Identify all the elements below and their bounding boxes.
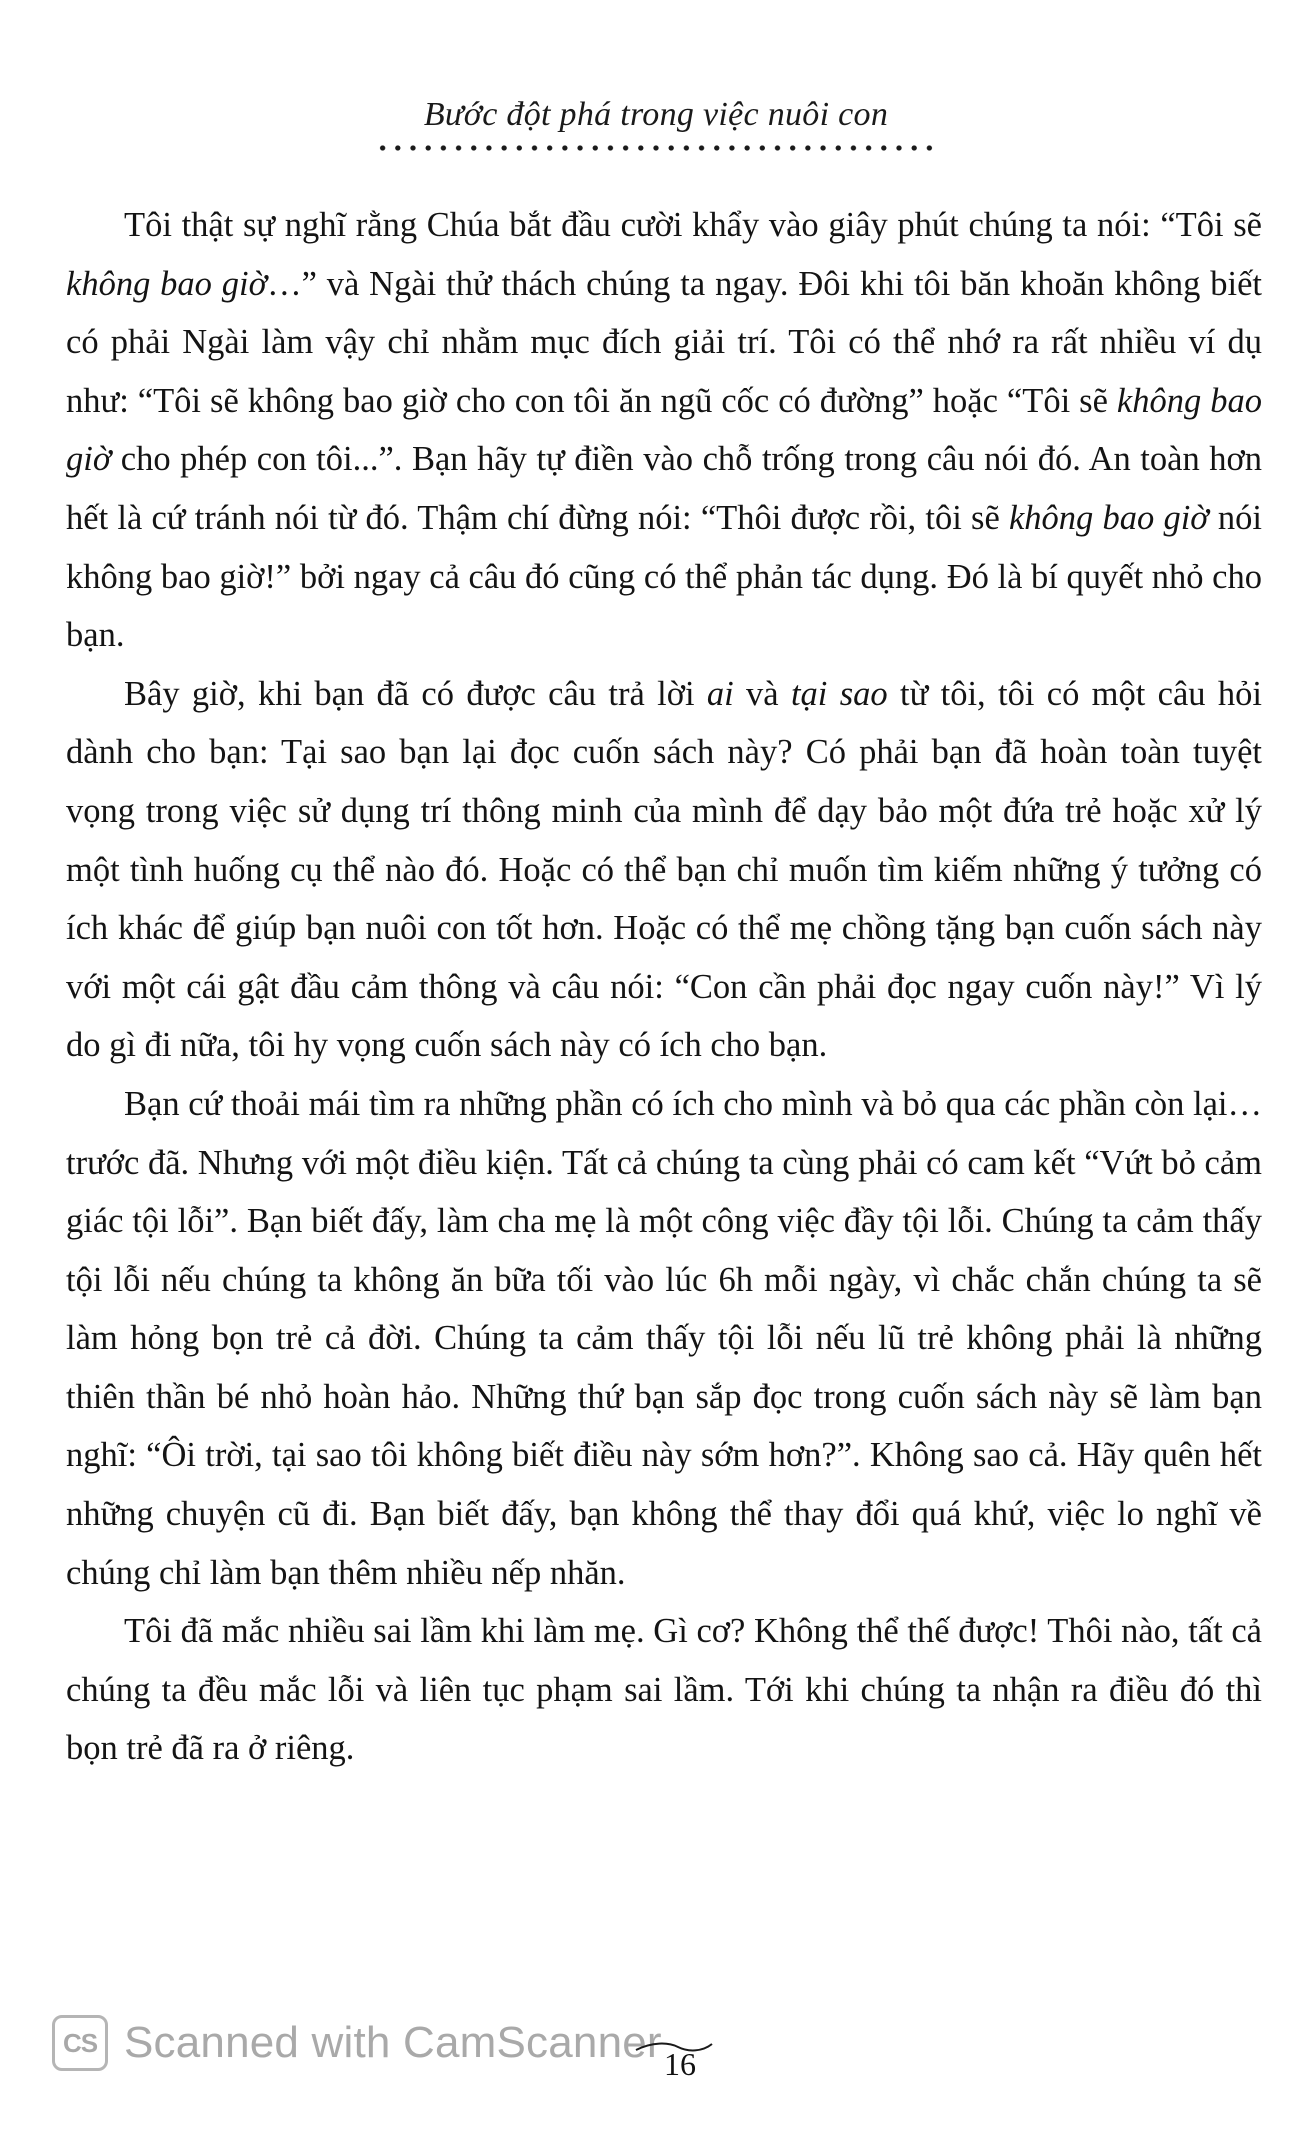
italic-emphasis: ai [706, 674, 734, 713]
running-header [0, 96, 1312, 152]
camscanner-watermark-text: Scanned with CamScanner [124, 2018, 662, 2067]
header-dotted-rule [376, 144, 936, 152]
italic-emphasis: tại sao [790, 674, 888, 713]
text-run: cho phép con tôi...”. Bạn hãy tự điền vào chỗ trống trong câu nói đó. An toàn hơn hết là cứ tránh nói từ đó. Thậm chí đừng nói: “Thôi được rồi, tôi sẽ [66, 440, 1262, 537]
text-run: …” và Ngài thử thách chúng ta ngay. Đôi khi tôi băn khoăn không biết có phải Ngài làm vậy chỉ nhằm mục đích giải trí. Tôi có thể nhớ ra rất nhiều ví dụ như: “Tôi sẽ không bao giờ cho con tôi ăn ngũ cốc có đường” hoặc “Tôi sẽ [66, 264, 1262, 420]
italic-emphasis: không bao giờ [1008, 498, 1209, 537]
text-run: từ tôi, tôi có một câu hỏi dành cho bạn: Tại sao bạn lại đọc cuốn sách này? Có phải bạn đã hoàn toàn tuyệt vọng trong việc sử dụng trí thông minh của mình để dạy bảo một đứa trẻ hoặc xử lý một tình huống cụ thể nào đó. Hoặc có thể bạn chỉ muốn tìm kiếm những ý tưởng có ích khác để giúp bạn nuôi con tốt hơn. Hoặc có thể mẹ chồng tặng bạn cuốn sách này với một cái gật đầu cảm thông và câu nói: “Con cần phải đọc ngay cuốn này!” Vì lý do gì đi nữa, tôi hy vọng cuốn sách này có ích cho bạn. [66, 674, 1262, 1065]
page-number: 16 [664, 2046, 696, 2082]
text-run: và [733, 674, 791, 713]
paragraph-4 [66, 1602, 1262, 1778]
text-run: nói không bao giờ!” bởi ngay cả câu đó cũng có thể phản tác dụng. Đó là bí quyết nhỏ cho bạn. [66, 498, 1262, 655]
text-run: Bạn cứ thoải mái tìm ra những phần có ích cho mình và bỏ qua các phần còn lại… trước đã. Nhưng với một điều kiện. Tất cả chúng ta cùng phải có cam kết “Vứt bỏ cảm giác tội lỗi”. Bạn biết đấy, làm cha mẹ là một công việc đầy tội lỗi. Chúng ta cảm thấy tội lỗi nếu chúng ta không ăn bữa tối vào lúc 6h mỗi ngày, vì chắc chắn chúng ta sẽ làm hỏng bọn trẻ cả đời. Chúng ta cảm thấy tội lỗi nếu lũ trẻ không phải là những thiên thần bé nhỏ hoàn hảo. Những thứ bạn sắp đọc trong cuốn sách này sẽ làm bạn nghĩ: “Ôi trời, tại sao tôi không biết điều này sớm hơn?”. Không sao cả. Hãy quên hết những chuyện cũ đi. Bạn biết đấy, bạn không thể thay đổi quá khứ, việc lo nghĩ về chúng chỉ làm bạn thêm nhiều nếp nhăn. [66, 1084, 1262, 1592]
italic-emphasis: không bao giờ [66, 381, 1262, 479]
running-title: Bước đột phá trong việc nuôi con [423, 96, 889, 133]
paragraph-1 [66, 196, 1262, 665]
paragraph-3 [66, 1075, 1262, 1602]
text-run: Tôi đã mắc nhiều sai lầm khi làm mẹ. Gì cơ? Không thể thế được! Thôi nào, tất cả chúng ta đều mắc lỗi và liên tục phạm sai lầm. Tới khi chúng ta nhận ra điều đó thì bọn trẻ đã ra ở riêng. [66, 1612, 1262, 1768]
camscanner-logo-icon: CS [52, 2015, 108, 2071]
paragraph-2 [66, 665, 1262, 1075]
italic-emphasis: không bao giờ [66, 264, 268, 303]
camscanner-watermark [52, 2012, 662, 2074]
text-run: Tôi thật sự nghĩ rằng Chúa bắt đầu cười khẩy vào giây phút chúng ta nói: “Tôi sẽ [124, 206, 1262, 244]
text-run: Bây giờ, khi bạn đã có được câu trả lời [124, 674, 707, 713]
body-text [66, 196, 1262, 1778]
